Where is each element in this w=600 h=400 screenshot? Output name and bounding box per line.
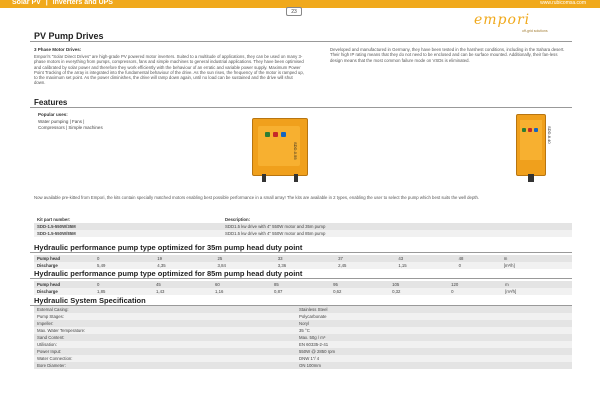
- table-row: [34, 362, 572, 369]
- head-unit: m: [502, 281, 572, 288]
- discharge-cell: 5,49: [94, 262, 154, 269]
- spec-value: EN 60335-2-41: [296, 341, 572, 348]
- header-section: Inverters and UPS: [52, 0, 113, 6]
- table-row: [34, 313, 572, 320]
- table-row: [34, 255, 572, 262]
- head-cell: 45: [153, 281, 212, 288]
- features-title: Features: [34, 98, 68, 107]
- popular-uses-label: Popular uses:: [38, 112, 68, 117]
- perf85-divider: [30, 278, 572, 279]
- spec-value: ON 100mm: [296, 362, 572, 369]
- head-cell: 0: [94, 281, 153, 288]
- discharge-cell: 4,35: [154, 262, 214, 269]
- discharge-unit: [m³/h]: [501, 262, 572, 269]
- spec-key: Water Connection:: [34, 355, 296, 362]
- kit-col-desc: Description:: [225, 217, 251, 222]
- logo-word: empori: [474, 12, 531, 28]
- discharge-cell: 0,32: [389, 288, 448, 295]
- spec-value: 550W @ 2850 rpm: [296, 348, 572, 355]
- red-button-icon: [273, 132, 278, 137]
- table-row: [34, 327, 572, 334]
- head-cell: 95: [330, 281, 389, 288]
- perf85-title: Hydraulic performance pump type optimized for 85m pump head duty point: [34, 269, 303, 278]
- kit-part: SDD-1.5-550W/35M: [34, 223, 222, 230]
- perf35-divider: [30, 252, 572, 253]
- head-cell: 19: [154, 255, 214, 262]
- kit-desc: SDD1.5 kw drive with 4" 550W motor and 35m pump: [222, 223, 572, 230]
- discharge-cell: 1,43: [153, 288, 212, 295]
- head-cell: 37: [335, 255, 395, 262]
- spec-value: 35 °C: [296, 327, 572, 334]
- head-cell: 48: [456, 255, 501, 262]
- spec-key: Power Input:: [34, 348, 296, 355]
- spec-value: Noryl: [296, 320, 572, 327]
- kit-table: [34, 216, 572, 237]
- product-image-sdd-wide: [248, 112, 318, 184]
- table-row: [34, 320, 572, 327]
- header-category: Solar PV: [12, 0, 41, 6]
- green-button-icon: [522, 128, 526, 132]
- discharge-cell: 0: [448, 288, 502, 295]
- title-divider: [30, 41, 572, 42]
- spec-key: External Casing:: [34, 306, 296, 313]
- spec-key: Utilisation:: [34, 341, 296, 348]
- head-cell: 0: [94, 255, 154, 262]
- table-row: [34, 348, 572, 355]
- head-cell: 60: [212, 281, 271, 288]
- head-cell: 85: [271, 281, 330, 288]
- perf35-table: [34, 255, 572, 269]
- kit-col-part: Kit part number:: [37, 217, 71, 222]
- head-cell: 25: [215, 255, 275, 262]
- discharge-cell: 0,62: [330, 288, 389, 295]
- spec-key: Pump Stages:: [34, 313, 296, 320]
- spec-key: Sand Content:: [34, 334, 296, 341]
- table-row: [34, 334, 572, 341]
- product-image-sdd-narrow: [510, 110, 560, 184]
- perf85-table: [34, 281, 572, 295]
- features-panel: [34, 108, 572, 188]
- popular-use-1: Water pumping | Fans |: [38, 118, 85, 124]
- product-label-1: SDD-0.55: [293, 142, 298, 160]
- header-website[interactable]: www.rubicomsa.com: [540, 0, 586, 6]
- intro-left-text: Empori's "Solar Direct Drives" are high-grade PV powered motor inverters. Suited to a multitude of applications, they can be used on many 3-phase motors in everything from pumps, compressors, fans and simple machines to general industrial applications. They have been optimised and calibrated by solar power and therefore they work efficiently with the behaviour of an erratic and variable power supply. Maximum Power Point Tracking of the array is integrated into the fundamental behaviour of the drive. As the sun rises, the frequency of the motor is ramped up, to the maximum set point. As the power diminishes, the drive will ramp down again, until no load can be sustained and the drive will shut down.: [34, 54, 304, 86]
- pump-head-label: Pump head: [34, 255, 94, 262]
- cable-gland-icon: [294, 174, 298, 182]
- intro-subheading: 3 Phase Motor Drives:: [34, 47, 82, 52]
- table-row: [34, 355, 572, 362]
- cable-gland-icon: [528, 174, 534, 182]
- empori-logo: [474, 12, 566, 34]
- discharge-cell: 3,84: [215, 262, 275, 269]
- discharge-cell: 0,87: [271, 288, 330, 295]
- product-label-2: SDD-8.40: [547, 126, 552, 144]
- discharge-cell: 0: [456, 262, 501, 269]
- popular-use-2: Compressors | Simple machines: [38, 125, 103, 130]
- spec-table: [34, 306, 572, 369]
- table-row: [34, 230, 572, 237]
- spec-value: DNW 1"/ 4: [296, 355, 572, 362]
- table-row: [34, 341, 572, 348]
- discharge-cell: 1,16: [212, 288, 271, 295]
- drive-front-panel: [520, 120, 542, 160]
- head-cell: 120: [448, 281, 502, 288]
- kit-part: SDD-1.5-550W/85M: [34, 230, 222, 237]
- page-title: PV Pump Drives: [34, 31, 104, 41]
- discharge-label: Discharge: [34, 262, 94, 269]
- logo-tagline: off-grid solutions: [522, 29, 548, 33]
- header-breadcrumb: Solar PV | Inverters and UPS: [12, 0, 113, 6]
- spec-value: Polycarbonate: [296, 313, 572, 320]
- discharge-label: Discharge: [34, 288, 94, 295]
- cable-gland-icon: [262, 174, 266, 182]
- table-row: [34, 223, 572, 230]
- spec-value: Stainless Steel: [296, 306, 572, 313]
- spec-value: Max. 50g / m³: [296, 334, 572, 341]
- intro-right-text: Developed and manufactured in Germany, they have been tested in the harshest conditions, including in the Sahara desert. Their high IP rating means that they do not need to be enclosed and can be surface mounted. Additionally, their fan-less design means that the most common failure mode on VSDs is eliminated.: [330, 47, 565, 63]
- head-cell: 33: [275, 255, 335, 262]
- popular-uses: [38, 112, 103, 132]
- table-row: [34, 288, 572, 295]
- table-row: [34, 281, 572, 288]
- discharge-cell: 2,45: [335, 262, 395, 269]
- discharge-cell: 3,36: [275, 262, 335, 269]
- head-cell: 43: [395, 255, 455, 262]
- spec-title: Hydraulic System Specification: [34, 296, 146, 305]
- red-button-icon: [528, 128, 532, 132]
- table-row: [34, 306, 572, 313]
- table-row: [34, 262, 572, 269]
- discharge-cell: 1,15: [395, 262, 455, 269]
- pump-head-label: Pump head: [34, 281, 94, 288]
- spec-key: Max. Water Temperature:: [34, 327, 296, 334]
- spec-key: Bore Diameter:: [34, 362, 296, 369]
- kit-desc: SDD1.5 kw drive with 4" 550W motor and 85m pump: [222, 230, 572, 237]
- page-number: 23: [286, 7, 302, 16]
- head-unit: m: [501, 255, 572, 262]
- blue-button-icon: [281, 132, 286, 137]
- discharge-cell: 1,85: [94, 288, 153, 295]
- discharge-unit: [m³/h]: [502, 288, 572, 295]
- head-cell: 105: [389, 281, 448, 288]
- kit-note: Now available pre-kitted from Empori, the kits contain specially matched motors enabling best possible performance in a small array! The kits are available in 2 types, enabling the user to select the pump which best suits the well depth.: [34, 195, 480, 200]
- perf35-title: Hydraulic performance pump type optimized for 35m pump head duty point: [34, 243, 303, 252]
- blue-button-icon: [534, 128, 538, 132]
- spec-key: Impeller:: [34, 320, 296, 327]
- green-button-icon: [265, 132, 270, 137]
